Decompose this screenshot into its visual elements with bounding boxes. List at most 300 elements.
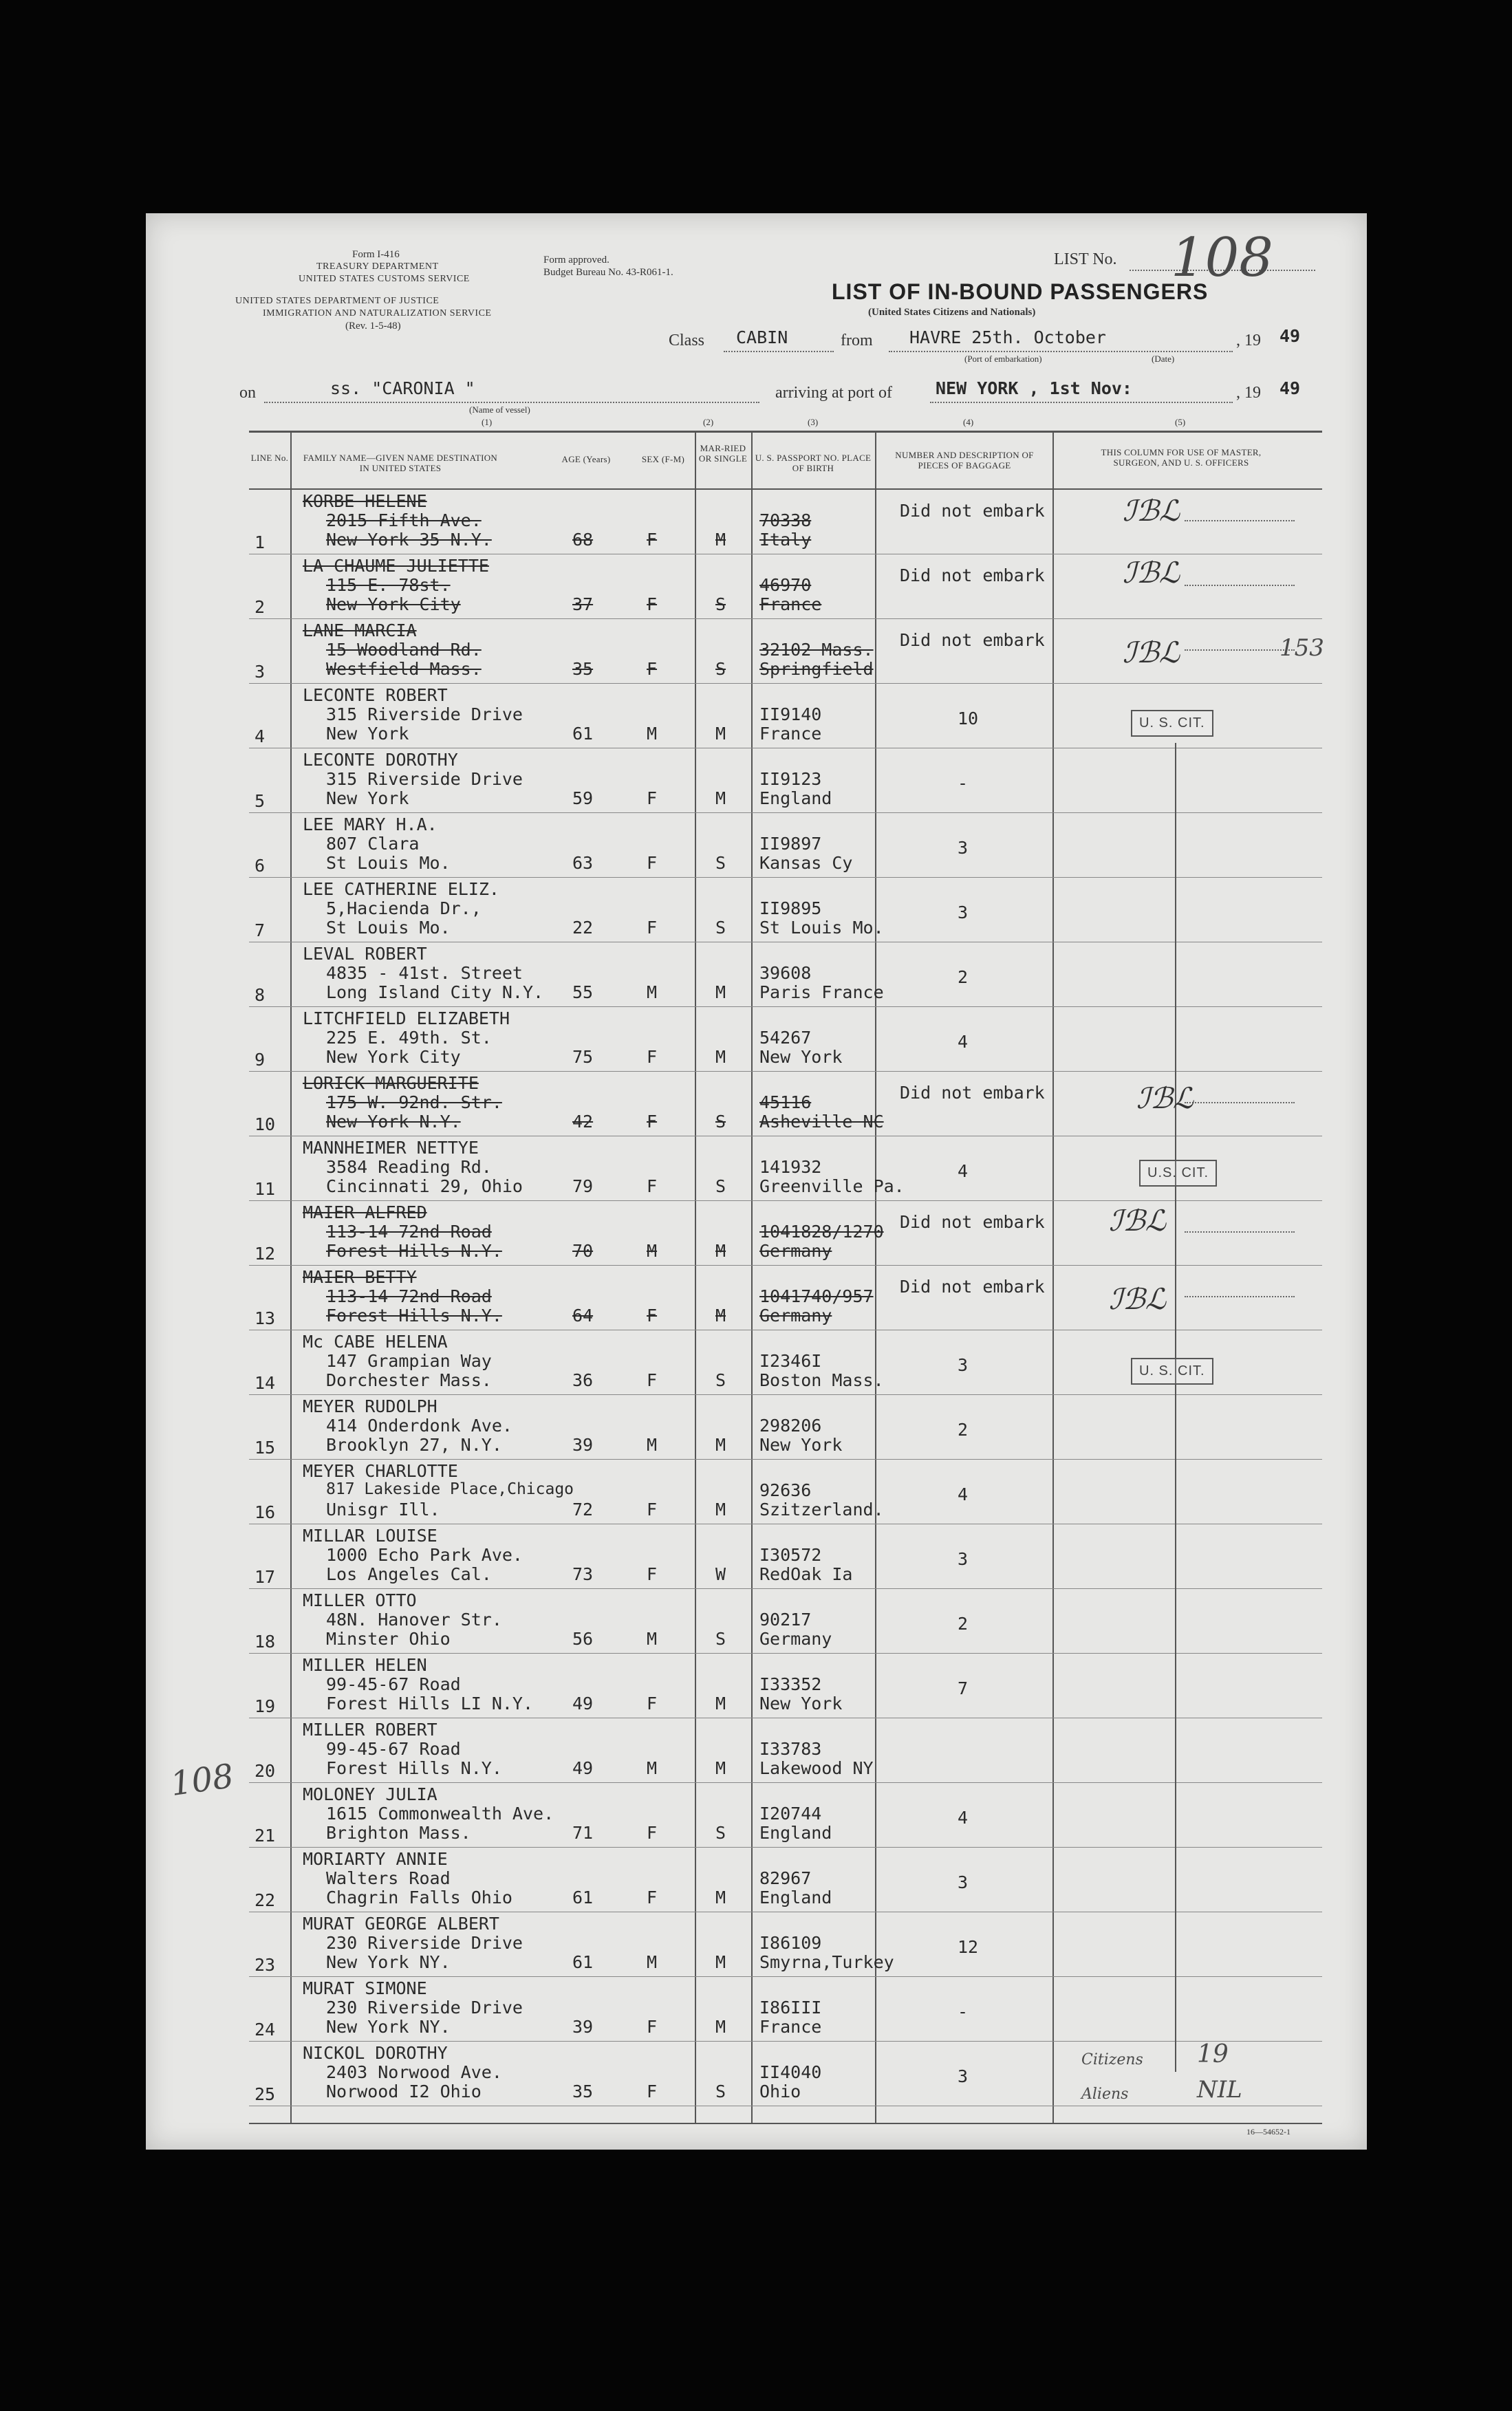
age: 71 <box>572 1823 594 1843</box>
table-row <box>146 878 1367 942</box>
year-value: 49 <box>1279 326 1301 346</box>
address-line-1: 99-45-67 Road <box>326 1674 461 1694</box>
passenger-name: MURAT SIMONE <box>303 1978 427 1998</box>
baggage: - <box>958 2002 969 2022</box>
sex: F <box>647 1500 658 1520</box>
address-line-2: New York 35 N.Y. <box>326 530 492 550</box>
col-head-officers: THIS COLUMN FOR USE OF MASTER, SURGEON, AND U. S. OFFICERS <box>1101 447 1262 468</box>
table-row <box>146 554 1367 619</box>
col-head-name: FAMILY NAME—GIVEN NAME DESTINATION IN UNITED STATES <box>303 453 498 473</box>
age: 75 <box>572 1047 594 1067</box>
address-line-2: Forest Hills LI N.Y. <box>326 1694 534 1713</box>
baggage: 2 <box>958 967 969 987</box>
passport-number: I86III <box>759 1998 822 2018</box>
marital-status: M <box>715 530 726 550</box>
vessel-caption: (Name of vessel) <box>469 404 530 415</box>
line-number: 8 <box>255 985 266 1005</box>
port-embark-caption: (Port of embarkation) <box>964 354 1042 364</box>
passenger-name: MURAT GEORGE ALBERT <box>303 1914 499 1934</box>
place-of-birth: Springfield <box>759 659 874 679</box>
sex: F <box>647 1112 658 1132</box>
struck-dotted-line <box>1185 1296 1295 1297</box>
address-line-1: 15 Woodland Rd. <box>326 640 482 660</box>
struck-dotted-line <box>1185 585 1295 586</box>
class-label: Class <box>669 332 705 349</box>
age: 22 <box>572 918 594 938</box>
manifest-sheet <box>146 213 1367 2150</box>
baggage: 4 <box>958 1032 969 1052</box>
marital-status: M <box>715 724 726 744</box>
line-number: 3 <box>255 662 266 682</box>
address-line-1: 113-14 72nd Road <box>326 1286 492 1306</box>
table-row <box>146 1912 1367 1977</box>
passport-number: 82967 <box>759 1868 812 1888</box>
address-line-1: 175 W. 92nd. Str. <box>326 1092 502 1112</box>
passenger-name: LEE CATHERINE ELIZ. <box>303 879 499 899</box>
passport-number: 46970 <box>759 575 812 595</box>
col-head-married: MAR-RIED OR SINGLE <box>698 443 748 464</box>
line-number: 10 <box>255 1114 276 1134</box>
place-of-birth: RedOak Ia <box>759 1564 853 1584</box>
col-head-passport: U. S. PASSPORT NO. PLACE OF BIRTH <box>755 453 872 473</box>
age: 61 <box>572 1888 594 1907</box>
passport-number: I33783 <box>759 1739 822 1759</box>
table-row <box>146 942 1367 1007</box>
passport-number: II9897 <box>759 834 822 854</box>
sex: M <box>647 982 658 1002</box>
passport-number: 54267 <box>759 1028 812 1048</box>
address-line-1: 48N. Hanover Str. <box>326 1610 502 1630</box>
place-of-birth: New York <box>759 1694 843 1713</box>
arrival-line <box>930 402 1233 403</box>
table-row <box>146 1395 1367 1460</box>
place-of-birth: France <box>759 2017 822 2037</box>
col-number-1: (1) <box>482 417 493 427</box>
place-of-birth: Smyrna,Turkey <box>759 1952 894 1972</box>
treasury-department: TREASURY DEPARTMENT <box>316 261 439 272</box>
age: 68 <box>572 530 594 550</box>
table-row <box>146 1266 1367 1330</box>
table-row <box>146 2042 1367 2106</box>
page-subtitle: (United States Citizens and Nationals) <box>868 307 1036 318</box>
line-number: 2 <box>255 597 266 617</box>
us-cit-stamp: U. S. CIT. <box>1131 1358 1213 1385</box>
line-number: 18 <box>255 1632 276 1652</box>
address-line-1: 1615 Commonwealth Ave. <box>326 1804 554 1824</box>
passenger-name: NICKOL DOROTHY <box>303 2043 448 2063</box>
col-head-age: AGE (Years) <box>561 454 611 464</box>
address-line-2: Chagrin Falls Ohio <box>326 1888 512 1907</box>
passenger-name: LECONTE DOROTHY <box>303 750 458 770</box>
place-of-birth: Germany <box>759 1241 832 1261</box>
class-line <box>724 351 834 352</box>
address-line-1: 115 E. 78st. <box>326 575 451 595</box>
marital-status: M <box>715 788 726 808</box>
line-number: 21 <box>255 1826 276 1846</box>
address-line-1: 3584 Reading Rd. <box>326 1157 492 1177</box>
baggage: 4 <box>958 1161 969 1181</box>
address-line-1: 230 Riverside Drive <box>326 1933 523 1953</box>
arriving-label: arriving at port of <box>775 384 892 402</box>
class-value: CABIN <box>736 327 788 347</box>
passenger-name: KORBE HELENE <box>303 491 427 511</box>
year-prefix: , 19 <box>1236 332 1261 349</box>
form-number: Form I-416 <box>352 249 400 260</box>
marital-status: M <box>715 1435 726 1455</box>
struck-dotted-line <box>1185 520 1295 521</box>
address-line-2: New York City <box>326 1047 461 1067</box>
age: 39 <box>572 2017 594 2037</box>
age: 79 <box>572 1176 594 1196</box>
passport-number: 1041740/957 <box>759 1286 874 1306</box>
passport-number: I33352 <box>759 1674 822 1694</box>
immigration-service: IMMIGRATION AND NATURALIZATION SERVICE <box>263 308 492 318</box>
address-line-1: 1000 Echo Park Ave. <box>326 1545 523 1565</box>
line-number: 6 <box>255 856 266 876</box>
address-line-2: Minster Ohio <box>326 1629 451 1649</box>
passport-number: II9123 <box>759 769 822 789</box>
passenger-name: MANNHEIMER NETTYE <box>303 1138 479 1158</box>
passenger-name: MOLONEY JULIA <box>303 1784 438 1804</box>
address-line-2: Long Island City N.Y. <box>326 982 544 1002</box>
passport-number: I2346I <box>759 1351 822 1371</box>
line-number: 22 <box>255 1890 276 1910</box>
line-number: 16 <box>255 1502 276 1522</box>
passport-number: 39608 <box>759 963 812 983</box>
address-line-1: 113-14 72nd Road <box>326 1222 492 1242</box>
marital-status: M <box>715 1888 726 1907</box>
struck-dotted-line <box>1185 649 1295 651</box>
sex: F <box>647 853 658 873</box>
marital-status: S <box>715 853 726 873</box>
table-row <box>146 1524 1367 1589</box>
address-line-2: Norwood I2 Ohio <box>326 2082 482 2101</box>
sex: F <box>647 1176 658 1196</box>
baggage: 7 <box>958 1678 969 1698</box>
line-number: 12 <box>255 1244 276 1264</box>
age: 56 <box>572 1629 594 1649</box>
marital-status: M <box>715 1047 726 1067</box>
marital-status: W <box>715 1564 726 1584</box>
sex: M <box>647 1241 658 1261</box>
place-of-birth: England <box>759 1823 832 1843</box>
place-of-birth: Asheville NC <box>759 1112 884 1132</box>
passenger-name: LORICK MARGUERITE <box>303 1073 479 1093</box>
table-row <box>146 748 1367 813</box>
sex: M <box>647 1435 658 1455</box>
baggage: 2 <box>958 1420 969 1440</box>
line-number: 17 <box>255 1567 276 1587</box>
baggage: 4 <box>958 1484 969 1504</box>
passenger-name: LITCHFIELD ELIZABETH <box>303 1008 510 1028</box>
age: 49 <box>572 1758 594 1778</box>
baggage: 2 <box>958 1614 969 1634</box>
address-line-1: 99-45-67 Road <box>326 1739 461 1759</box>
form-approved: Form approved. <box>543 255 609 266</box>
marital-status: S <box>715 918 726 938</box>
address-line-1: 2403 Norwood Ave. <box>326 2062 502 2082</box>
line-number: 23 <box>255 1955 276 1975</box>
age: 61 <box>572 724 594 744</box>
sex: F <box>647 1306 658 1326</box>
arrival-port: NEW YORK , 1st Nov: <box>936 378 1132 398</box>
passenger-name: MILLER HELEN <box>303 1655 427 1675</box>
table-row <box>146 619 1367 684</box>
inspector-initials: ℐℬℒ <box>1109 1204 1166 1237</box>
line-number: 13 <box>255 1308 276 1328</box>
inspector-initials: ℐℬℒ <box>1136 1081 1194 1115</box>
line-number: 14 <box>255 1373 276 1393</box>
struck-dotted-line <box>1185 1231 1295 1233</box>
passenger-name: LA CHAUME JULIETTE <box>303 556 489 576</box>
table-row <box>146 813 1367 878</box>
inspector-initials: ℐℬℒ <box>1123 636 1180 669</box>
line-number: 9 <box>255 1050 266 1070</box>
address-line-1: 817 Lakeside Place,Chicago <box>326 1480 574 1498</box>
sex: M <box>647 1629 658 1649</box>
age: 70 <box>572 1241 594 1261</box>
us-cit-stamp: U. S. CIT. <box>1131 710 1213 737</box>
list-no-label: LIST No. <box>1054 250 1117 268</box>
address-line-2: New York <box>326 788 409 808</box>
line-number: 1 <box>255 532 266 552</box>
address-line-1: 230 Riverside Drive <box>326 1998 523 2018</box>
age: 36 <box>572 1370 594 1390</box>
passenger-name: MILLAR LOUISE <box>303 1526 438 1546</box>
citizens-label: Citizens <box>1081 2051 1143 2068</box>
table-row <box>146 1783 1367 1848</box>
age: 35 <box>572 659 594 679</box>
sex: F <box>647 788 658 808</box>
address-line-2: Forest Hills N.Y. <box>326 1241 502 1261</box>
passport-number: II9895 <box>759 898 822 918</box>
marital-status: M <box>715 1694 726 1713</box>
marital-status: M <box>715 982 726 1002</box>
passenger-name: LEVAL ROBERT <box>303 944 427 964</box>
age: 59 <box>572 788 594 808</box>
place-of-birth: St Louis Mo. <box>759 918 884 938</box>
sex: F <box>647 918 658 938</box>
on-label: on <box>239 384 256 402</box>
address-line-2: Cincinnati 29, Ohio <box>326 1176 523 1196</box>
marital-status: M <box>715 1241 726 1261</box>
baggage: Did not embark <box>900 565 1045 585</box>
sex: F <box>647 594 658 614</box>
aliens-count: NIL <box>1197 2076 1242 2104</box>
address-line-2: New York <box>326 724 409 744</box>
address-line-2: New York N.Y. <box>326 1112 461 1132</box>
address-line-2: New York NY. <box>326 1952 451 1972</box>
sex: F <box>647 1047 658 1067</box>
address-line-2: St Louis Mo. <box>326 853 451 873</box>
passport-number: 70338 <box>759 510 812 530</box>
marital-status: S <box>715 1823 726 1843</box>
footer-code: 16—54652-1 <box>1246 2127 1290 2137</box>
line-number: 5 <box>255 791 266 811</box>
age: 73 <box>572 1564 594 1584</box>
marital-status: S <box>715 1370 726 1390</box>
budget-bureau: Budget Bureau No. 43-R061-1. <box>543 267 673 278</box>
passenger-name: MILLER OTTO <box>303 1590 417 1610</box>
age: 49 <box>572 1694 594 1713</box>
line-number: 15 <box>255 1438 276 1458</box>
sex: F <box>647 659 658 679</box>
passenger-name: Mc CABE HELENA <box>303 1332 448 1352</box>
list-no-value: 108 <box>1171 227 1273 289</box>
passenger-name: MAIER ALFRED <box>303 1202 427 1222</box>
place-of-birth: Kansas Cy <box>759 853 853 873</box>
inspector-initials: ℐℬℒ <box>1123 556 1180 590</box>
address-line-2: Los Angeles Cal. <box>326 1564 492 1584</box>
marital-status: M <box>715 1500 726 1520</box>
table-row <box>146 1977 1367 2042</box>
address-line-2: Brighton Mass. <box>326 1823 471 1843</box>
place-of-birth: New York <box>759 1047 843 1067</box>
arrival-year: 49 <box>1279 378 1301 398</box>
passenger-name: MAIER BETTY <box>303 1267 417 1287</box>
passport-number: II4040 <box>759 2062 822 2082</box>
us-cit-stamp: U.S. CIT. <box>1139 1160 1217 1187</box>
marital-status: S <box>715 1112 726 1132</box>
line-number: 4 <box>255 726 266 746</box>
sex: F <box>647 2017 658 2037</box>
margin-number: 108 <box>168 1756 237 1804</box>
citizens-count: 19 <box>1197 2040 1229 2068</box>
line-number: 19 <box>255 1696 276 1716</box>
table-row <box>146 490 1367 554</box>
address-line-1: 147 Grampian Way <box>326 1351 492 1371</box>
struck-dotted-line <box>1185 1102 1295 1103</box>
table-row <box>146 1589 1367 1654</box>
baggage: - <box>958 773 969 793</box>
table-row <box>146 1201 1367 1266</box>
place-of-birth: England <box>759 788 832 808</box>
address-line-2: St Louis Mo. <box>326 918 451 938</box>
age: 42 <box>572 1112 594 1132</box>
place-of-birth: France <box>759 594 822 614</box>
line-number: 7 <box>255 920 266 940</box>
table-row <box>146 1718 1367 1783</box>
baggage: Did not embark <box>900 1277 1045 1297</box>
address-line-2: Forest Hills N.Y. <box>326 1758 502 1778</box>
table-row <box>146 1007 1367 1072</box>
marital-status: M <box>715 1952 726 1972</box>
place-of-birth: Greenville Pa. <box>759 1176 905 1196</box>
passenger-name: MEYER CHARLOTTE <box>303 1461 458 1481</box>
sex: F <box>647 1888 658 1907</box>
customs-service: UNITED STATES CUSTOMS SERVICE <box>299 274 470 284</box>
page-title: LIST OF IN-BOUND PASSENGERS <box>832 279 1209 304</box>
sex: M <box>647 1952 658 1972</box>
passport-number: 1041828/1270 <box>759 1222 884 1242</box>
passenger-name: MEYER RUDOLPH <box>303 1396 438 1416</box>
marital-status: M <box>715 1306 726 1326</box>
address-line-1: 2015 Fifth Ave. <box>326 510 482 530</box>
from-value: HAVRE 25th. October <box>909 327 1106 347</box>
baggage: 3 <box>958 1355 969 1375</box>
table-row <box>146 1848 1367 1912</box>
baggage: 3 <box>958 2066 969 2086</box>
table-row <box>146 1460 1367 1524</box>
baggage: Did not embark <box>900 1212 1045 1232</box>
passport-number: I30572 <box>759 1545 822 1565</box>
address-line-2: Westfield Mass. <box>326 659 482 679</box>
passport-number: 32102 Mass. <box>759 640 874 660</box>
col-head-baggage: NUMBER AND DESCRIPTION OF PIECES OF BAGGAGE <box>895 450 1034 471</box>
place-of-birth: Lakewood NY <box>759 1758 874 1778</box>
address-line-2: Forest Hills N.Y. <box>326 1306 502 1326</box>
age: 35 <box>572 2082 594 2101</box>
address-line-1: 5,Hacienda Dr., <box>326 898 482 918</box>
arrival-year-prefix: , 19 <box>1236 384 1261 402</box>
passenger-name: LANE MARCIA <box>303 620 417 640</box>
stamp-connector <box>1175 1391 1176 2072</box>
from-line <box>889 351 1233 352</box>
baggage: Did not embark <box>900 1083 1045 1103</box>
col-head-sex: SEX (F-M) <box>641 454 685 464</box>
inspector-initials: ℐℬℒ <box>1109 1282 1166 1316</box>
marital-status: S <box>715 2082 726 2101</box>
age: 64 <box>572 1306 594 1326</box>
inspector-initials: ℐℬℒ <box>1123 494 1180 528</box>
age: 55 <box>572 982 594 1002</box>
place-of-birth: France <box>759 724 822 744</box>
department-of-justice: UNITED STATES DEPARTMENT OF JUSTICE <box>235 296 440 306</box>
place-of-birth: Germany <box>759 1629 832 1649</box>
line-number: 11 <box>255 1179 276 1199</box>
passport-number: 141932 <box>759 1157 822 1177</box>
line-number: 20 <box>255 1761 276 1781</box>
passport-number: 92636 <box>759 1480 812 1500</box>
address-line-1: 414 Onderdonk Ave. <box>326 1416 512 1436</box>
address-line-2: New York NY. <box>326 2017 451 2037</box>
baggage: 3 <box>958 838 969 858</box>
table-bottom-rule <box>249 2123 1322 2124</box>
address-line-2: Unisgr Ill. <box>326 1500 440 1520</box>
line-number: 25 <box>255 2084 276 2104</box>
table-row <box>146 1654 1367 1718</box>
place-of-birth: Szitzerland. <box>759 1500 884 1520</box>
col-number-5: (5) <box>1175 417 1186 427</box>
col-number-2: (2) <box>703 417 714 427</box>
col-head-line-no: LINE No. <box>250 453 289 463</box>
passenger-name: LECONTE ROBERT <box>303 685 448 705</box>
baggage: 3 <box>958 1549 969 1569</box>
sex: M <box>647 1758 658 1778</box>
marital-status: S <box>715 1629 726 1649</box>
date-caption: (Date) <box>1152 354 1175 364</box>
passport-number: 45116 <box>759 1092 812 1112</box>
marital-status: S <box>715 594 726 614</box>
baggage: 3 <box>958 902 969 922</box>
passport-number: II9140 <box>759 704 822 724</box>
place-of-birth: England <box>759 1888 832 1907</box>
marital-status: S <box>715 659 726 679</box>
baggage: Did not embark <box>900 501 1045 521</box>
baggage: 12 <box>958 1937 979 1957</box>
baggage: 3 <box>958 1872 969 1892</box>
vessel-name: ss. "CARONIA " <box>330 378 475 398</box>
passport-number: I86109 <box>759 1933 822 1953</box>
col-number-4: (4) <box>963 417 974 427</box>
passenger-name: MORIARTY ANNIE <box>303 1849 448 1869</box>
age: 37 <box>572 594 594 614</box>
marital-status: S <box>715 1176 726 1196</box>
passenger-name: MILLER ROBERT <box>303 1720 438 1740</box>
passport-number: 90217 <box>759 1610 812 1630</box>
marital-status: M <box>715 1758 726 1778</box>
place-of-birth: Boston Mass. <box>759 1370 884 1390</box>
